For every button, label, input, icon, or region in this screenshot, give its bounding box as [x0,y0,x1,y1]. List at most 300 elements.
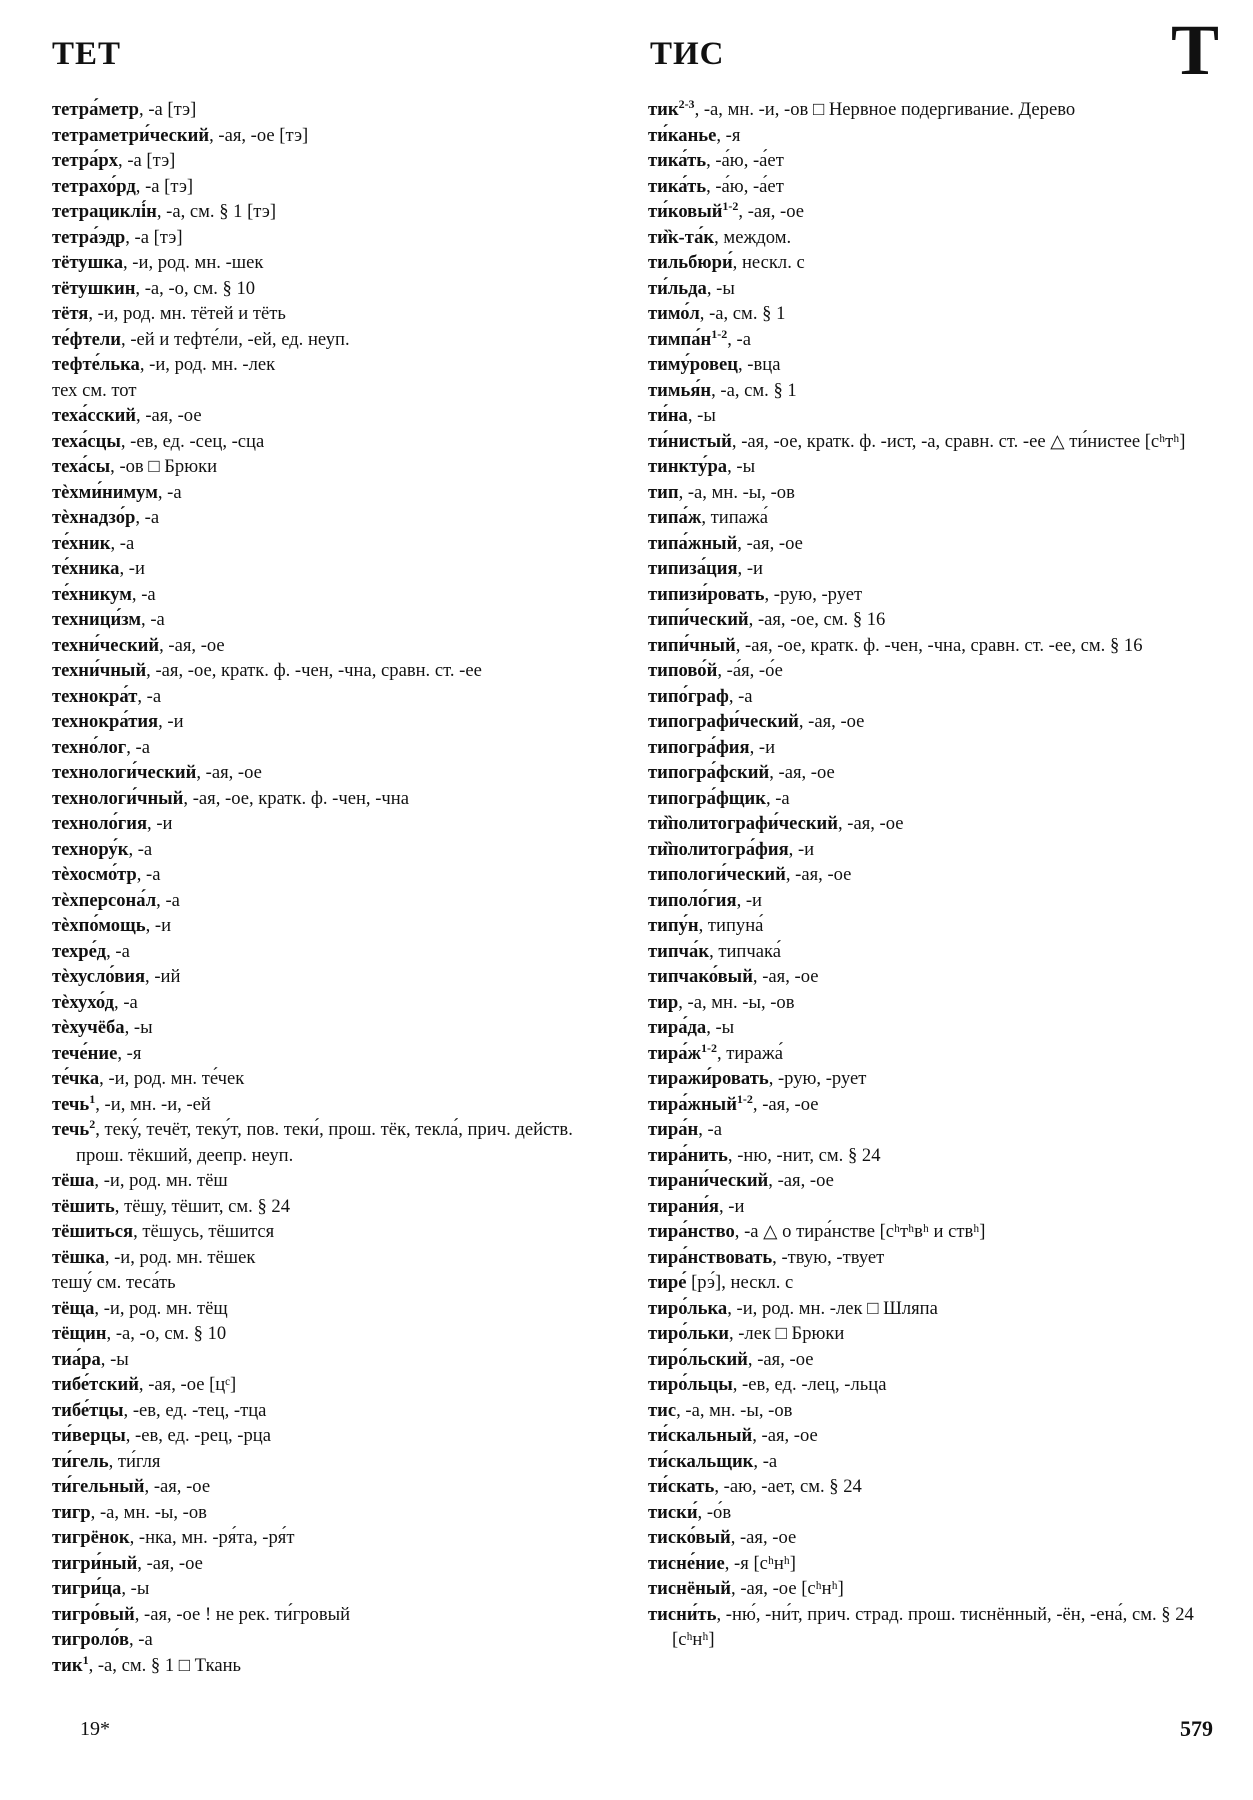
entry-grammar: , -а, мн. -ы, -ов [676,1399,793,1421]
entry-grammar: , -а [135,507,160,528]
dictionary-entry [648,531,1210,557]
entry-headword: тика́ть [648,175,707,197]
dictionary-entry [648,1092,1210,1118]
entry-grammar: , -ая, -ое [144,1476,211,1497]
entry-headword: тёшиться [52,1221,134,1242]
entry-grammar: , -а, мн. -ы, -ов [678,481,795,503]
dictionary-entry [648,250,1210,276]
entry-headword: технологи́ческий [52,762,197,783]
entry-grammar: , -ая, -ое [цᶜ] [138,1374,237,1395]
entry-grammar: , -а △ о тира́нстве [сʰтʰвʰ и ствʰ] [734,1221,986,1242]
entry-headword: ти́канье [648,124,717,146]
dictionary-entry [52,378,617,404]
entry-headword: теха́сцы [52,430,121,452]
dictionary-entry [52,1296,617,1322]
dictionary-entry [52,709,617,735]
dictionary-entry [52,964,617,990]
entry-headword: тирани́ческий [648,1170,769,1191]
entry-headword: техни́чный [52,660,147,681]
page-number: 579 [1180,1716,1213,1741]
entry-grammar: , -нка, мн. -ря́та, -ря́т [129,1527,295,1548]
dictionary-entry [52,1092,617,1118]
dictionary-entry [52,97,617,123]
section-letter: Т [1170,10,1219,90]
entry-headword: тисне́ние [648,1552,725,1574]
dictionary-entry [52,1627,617,1653]
dictionary-entry [52,786,617,812]
dictionary-entry [52,1219,617,1245]
dictionary-entry [52,658,617,684]
entry-headword: теха́сы [52,456,111,477]
dictionary-entry [648,658,1210,684]
dictionary-entry [648,454,1210,480]
dictionary-entry [648,301,1210,327]
entry-headword: ти́льда [648,277,707,299]
entry-grammar: , -и, род. мн. тёщ [94,1297,228,1319]
entry-grammar: , тёшусь, тёшится [133,1221,275,1242]
dictionary-entry [52,913,617,939]
right-column [648,97,1210,1653]
entry-grammar: , -ая, -ое, кратк. ф. -ист, -а, сравн. ст. -ее △ ти́нистее [сʰтʰ] [731,430,1186,452]
running-head-right: ТИС [650,36,725,72]
entry-grammar: , -ая, -ое [768,1170,834,1191]
dictionary-entry [52,1270,617,1296]
entry-grammar: , -а [753,1450,778,1472]
entry-headword: тик [648,99,679,120]
entry-grammar: , -вца [738,354,781,375]
homonym-index: 1-2 [722,198,739,213]
entry-grammar: , -а [114,991,138,1013]
entry-grammar: тешу́ см. теса́ть [52,1272,176,1293]
entry-grammar: , -а, мн. -ы, -ов [678,991,795,1013]
entry-headword: тетра́метр [52,99,140,120]
entry-headword: тик [52,1654,83,1676]
dictionary-entry [52,1525,617,1551]
dictionary-entry [52,148,617,174]
entry-grammar: , -ая, -ое [196,762,262,783]
dictionary-entry [52,1041,617,1067]
entry-headword: тётя [52,303,89,324]
entry-headword: ти́скальный [648,1425,753,1446]
entry-headword: тимпа́н [648,328,712,350]
entry-headword: тип [648,481,679,503]
dictionary-entry [648,505,1210,531]
entry-grammar: , междом. [714,226,792,248]
entry-grammar: , -а́я, -о́е [717,660,783,681]
entry-grammar: , -а [137,685,162,707]
dictionary-entry [648,378,1210,404]
entry-headword: технокра́т [52,685,138,707]
entry-grammar: [рэ́], нескл. с [686,1272,794,1293]
dictionary-entry [52,454,617,480]
entry-grammar: , -а [136,864,161,885]
entry-headword: типо́граф [648,685,729,707]
dictionary-entry [648,352,1210,378]
dictionary-entry [52,352,617,378]
dictionary-entry [52,480,617,506]
entry-headword: типча́к [648,940,710,962]
entry-headword: ти́гель [52,1450,109,1472]
entry-grammar: , -и [788,838,815,860]
dictionary-entry [52,633,617,659]
dictionary-entry [52,1500,617,1526]
entry-headword: тира́жный [648,1093,737,1115]
entry-grammar: , -и [147,813,173,834]
entry-grammar: , -ая, -ое [752,966,819,987]
entry-grammar: , -и, род. мн. тёшек [104,1246,256,1268]
entry-headword: тиро́льский [648,1348,748,1370]
entry-headword: тёщин [52,1323,107,1344]
entry-grammar: , -аю, -ает, см. § 24 [714,1476,862,1497]
dictionary-entry [648,97,1210,123]
dictionary-entry [648,174,1210,200]
entry-headword: течь [52,1093,90,1115]
dictionary-entry [648,225,1210,251]
entry-grammar: , ти́гля [108,1450,161,1472]
dictionary-entry [52,1474,617,1500]
entry-grammar: , -ая, -ое [сʰнʰ] [731,1578,844,1599]
dictionary-entry [648,1296,1210,1322]
dictionary-entry [648,786,1210,812]
entry-headword: техници́зм [52,609,142,630]
dictionary-entry [648,1219,1210,1245]
entry-grammar: , -а [тэ] [125,226,183,248]
entry-headword: тинкту́ра [648,456,728,477]
entry-headword: тѐхухо́д [52,991,115,1013]
dictionary-entry [648,327,1210,353]
entry-grammar: , -а, см. § 1 [тэ] [156,201,277,222]
homonym-index: 1-2 [736,1091,753,1106]
dictionary-entry [648,1372,1210,1398]
entry-headword: типа́ж [648,507,702,528]
entry-headword: тетрациклі́н [52,201,157,222]
entry-grammar: , -а, см. § 1 [699,303,786,324]
entry-headword: тира́нствовать [648,1246,773,1268]
entry-headword: тѐхосмо́тр [52,864,137,885]
dictionary-entry [52,837,617,863]
dictionary-entry [52,531,617,557]
dictionary-entry [52,556,617,582]
entry-grammar: , -я [сʰнʰ] [724,1552,796,1574]
entry-headword: тис [648,1399,677,1421]
entry-grammar: , -а [106,940,130,962]
dictionary-entry [52,250,617,276]
dictionary-entry [648,1474,1210,1500]
entry-grammar: , -а [157,481,182,503]
homonym-index: 2 [89,1116,96,1131]
entry-grammar: , -ы [121,1578,150,1599]
entry-headword: тира́нство [648,1221,735,1242]
dictionary-entry [52,1245,617,1271]
entry-grammar: , -и [145,915,172,936]
entry-headword: техни́ческий [52,634,160,656]
entry-grammar: , -ий [145,966,181,987]
entry-grammar: , -и, род. мн. -лек □ Шляпа [727,1297,938,1319]
entry-headword: тигрёнок [52,1527,130,1548]
dictionary-entry [648,1117,1210,1143]
dictionary-entry [52,760,617,786]
entry-grammar: , -а, см. § 1 □ Ткань [88,1654,242,1676]
dictionary-entry [648,709,1210,735]
entry-headword: ти́ковый [648,201,723,222]
entry-headword: тёшка [52,1246,105,1268]
entry-headword: тибе́тский [52,1374,139,1395]
dictionary-entry [648,1245,1210,1271]
entry-headword: те́хник [52,532,111,554]
entry-headword: ти́верцы [52,1425,126,1446]
dictionary-entry [648,199,1210,225]
entry-headword: тёща [52,1297,95,1319]
entry-headword: тёшить [52,1195,115,1217]
entry-grammar: , -и [737,558,763,579]
dictionary-entry [648,1576,1210,1602]
dictionary-entry [52,607,617,633]
dictionary-entry [52,862,617,888]
entry-headword: тётушка [52,252,123,273]
entry-grammar: , -и, род. мн. тёш [94,1170,228,1191]
entry-headword: типизи́ровать [648,583,765,605]
dictionary-entry [648,1143,1210,1169]
entry-headword: тефте́лька [52,354,140,375]
entry-headword: тире́ [648,1272,687,1293]
dictionary-entry [648,862,1210,888]
dictionary-entry [648,123,1210,149]
entry-headword: тимья́н [648,379,712,401]
dictionary-entry [52,888,617,914]
dictionary-entry [648,735,1210,761]
entry-grammar: , типчака́ [709,940,781,962]
entry-headword: тѐхпо́мощь [52,915,146,936]
entry-grammar: , -а́ю, -а́ет [706,150,784,171]
left-column [52,97,617,1678]
entry-headword: ти̏политогра́фия [648,838,789,860]
entry-headword: типиза́ция [648,558,738,579]
entry-headword: тира́н [648,1119,699,1140]
dictionary-entry [648,990,1210,1016]
entry-grammar: , -и [718,1195,745,1217]
entry-headword: тир [648,991,679,1013]
homonym-index: 1-2 [711,326,728,341]
entry-headword: тигр [52,1501,91,1523]
dictionary-entry [648,1168,1210,1194]
entry-grammar: , тиража́ [716,1042,783,1064]
dictionary-entry [648,1449,1210,1475]
entry-headword: типово́й [648,660,718,681]
dictionary-entry [52,1653,617,1679]
entry-grammar: , -о́в [697,1501,732,1523]
entry-grammar: , -ев, ед. -лец, -льца [732,1374,887,1395]
entry-headword: техноло́гия [52,813,148,834]
dictionary-entry [648,913,1210,939]
dictionary-entry [52,199,617,225]
entry-headword: техно́лог [52,736,127,758]
entry-headword: те́фтели [52,328,122,350]
entry-headword: тисни́ть [648,1603,717,1625]
dictionary-entry [648,1551,1210,1577]
entry-grammar: , -ов □ Брюки [110,456,218,477]
entry-grammar: , -а [тэ] [135,175,194,197]
entry-headword: тира́нить [648,1144,728,1166]
entry-headword: ти́на [648,405,688,426]
entry-headword: ти́скать [648,1476,715,1497]
entry-grammar: , -лек □ Брюки [728,1323,845,1344]
entry-grammar: , -и, род. мн. -лек [139,354,276,375]
dictionary-entry [648,1066,1210,1092]
dictionary-entry [52,225,617,251]
dictionary-entry [648,939,1210,965]
entry-grammar: , -и [749,736,776,758]
entry-grammar: , -твую, -твует [772,1246,885,1268]
entry-headword: тиро́льцы [648,1374,733,1395]
entry-headword: тѐхми́нимум [52,481,158,503]
entry-grammar: , -а [129,1629,153,1650]
dictionary-entry [52,1576,617,1602]
dictionary-entry [52,1602,617,1628]
entry-grammar: , -ая, -ое [159,634,225,656]
entry-headword: тиски́ [648,1501,698,1523]
entry-headword: тече́ние [52,1042,118,1064]
entry-headword: ти̏политографи́ческий [648,813,838,834]
dictionary-entry [648,1398,1210,1424]
entry-grammar: , -а [156,889,180,911]
dictionary-entry [52,174,617,200]
entry-headword: тира́ж [648,1042,701,1064]
entry-grammar: , -ню́, -ни́т, прич. страд. прош. тиснённый, -ён, -ена́, см. § 24 [сʰнʰ] [672,1603,1194,1650]
entry-headword: типи́ческий [648,609,749,630]
entry-headword: тиму́ровец [648,354,738,375]
entry-grammar: , -ню, -нит, см. § 24 [727,1144,881,1166]
homonym-index: 2-3 [678,96,695,111]
entry-grammar: , -а [131,583,156,605]
dictionary-entry [648,964,1210,990]
dictionary-entry [52,1551,617,1577]
entry-headword: тигроло́в [52,1629,129,1650]
dictionary-entry [52,735,617,761]
entry-grammar: , типажа́ [701,507,769,528]
entry-grammar: , -ей и тефте́ли, -ей, ед. неуп. [121,328,350,350]
entry-grammar: , -а, см. § 1 [711,379,797,401]
entry-headword: тѐхусло́вия [52,966,146,987]
entry-headword: тетра́рх [52,150,119,171]
entry-headword: тиражи́ровать [648,1068,769,1089]
entry-headword: тиа́ра [52,1348,101,1370]
entry-grammar: , -ая, -ое, кратк. ф. -чен, -чна, сравн. ст. -ее, см. § 16 [735,634,1143,656]
entry-headword: те́хникум [52,583,132,605]
dictionary-entry [648,1423,1210,1449]
dictionary-entry [52,327,617,353]
entry-grammar: , -а, -о, см. § 10 [135,277,256,299]
dictionary-entry [648,403,1210,429]
dictionary-entry [648,480,1210,506]
dictionary-entry [52,1423,617,1449]
dictionary-entry [52,505,617,531]
dictionary-entry [648,1500,1210,1526]
entry-grammar: , -ев, ед. -тец, -тца [123,1399,267,1421]
dictionary-entry [52,1194,617,1220]
entry-grammar: , типуна́ [698,915,764,936]
signature-mark: 19* [80,1718,110,1740]
dictionary-entry [52,301,617,327]
entry-grammar: , -ы [727,456,756,477]
entry-headword: технору́к [52,838,129,860]
dictionary-entry [648,556,1210,582]
dictionary-entry [52,1015,617,1041]
entry-headword: тиро́лька [648,1297,728,1319]
entry-headword: тёша [52,1170,95,1191]
entry-grammar: , -а, мн. -и, -ов □ Нервное подергивание. Дерево [694,99,1076,120]
entry-grammar: , -ая, -ое, кратк. ф. -чен, -чна, сравн. ст. -ее [146,660,482,681]
entry-headword: типогра́фия [648,736,750,758]
entry-headword: течь [52,1119,90,1140]
entry-grammar: , -а [110,532,135,554]
entry-headword: тѐхперсона́л [52,889,157,911]
dictionary-entry [648,148,1210,174]
entry-headword: тиснёный [648,1578,732,1599]
dictionary-entry [52,429,617,455]
entry-headword: тика́ть [648,150,707,171]
entry-headword: ти̏к-та́к [648,226,715,248]
entry-grammar: , -ая, -ое [752,1093,819,1115]
entry-headword: те́чка [52,1068,100,1089]
entry-headword: технокра́тия [52,711,159,732]
dictionary-entry [52,1449,617,1475]
entry-headword: тетраметри́ческий [52,124,210,146]
dictionary-entry [648,1015,1210,1041]
entry-grammar: , -ая, -ое ! не рек. ти́гровый [134,1603,351,1625]
entry-grammar: , -ая, -ое [136,405,202,426]
entry-grammar: , -а́ю, -а́ет [706,175,784,197]
entry-headword: тиско́вый [648,1527,731,1548]
dictionary-entry [648,1347,1210,1373]
entry-headword: тетрахо́рд [52,175,136,197]
entry-headword: теха́сский [52,405,137,426]
homonym-index: 1-2 [700,1040,717,1055]
dictionary-entry [648,1321,1210,1347]
dictionary-entry [52,1347,617,1373]
homonym-index: 1 [82,1652,89,1667]
entry-grammar: , -ая, -ое [738,201,804,222]
entry-headword: техре́д [52,940,107,962]
entry-grammar: , -ая, -ое [798,711,865,732]
entry-grammar: , -ы [706,1017,735,1038]
entry-grammar: , -рую, -рует [764,583,863,605]
entry-headword: ти́скальщик [648,1450,754,1472]
dictionary-entry [648,888,1210,914]
entry-headword: типи́чный [648,634,736,656]
entry-grammar: , -и, мн. -и, -ей [95,1093,211,1115]
entry-grammar: тех см. тот [52,379,137,401]
entry-grammar: , -рую, -рует [768,1068,867,1089]
dictionary-entry [648,633,1210,659]
entry-headword: типогра́фщик [648,787,766,809]
dictionary-entry [52,811,617,837]
entry-grammar: , -ая, -ое [837,813,904,834]
dictionary-entry [52,1168,617,1194]
entry-grammar: , -ев, ед. -рец, -рца [125,1425,271,1446]
dictionary-entry [52,990,617,1016]
dictionary-entry [648,837,1210,863]
entry-grammar: , -ая, -ое [785,864,852,885]
dictionary-entry [648,811,1210,837]
dictionary-entry [648,684,1210,710]
entry-grammar: , -а [765,787,790,809]
dictionary-entry [52,123,617,149]
dictionary-entry [52,276,617,302]
entry-grammar: , -ы [706,277,735,299]
dictionary-entry [52,403,617,429]
dictionary-entry [52,1372,617,1398]
entry-grammar: , -ая, -ое, см. § 16 [748,609,886,630]
